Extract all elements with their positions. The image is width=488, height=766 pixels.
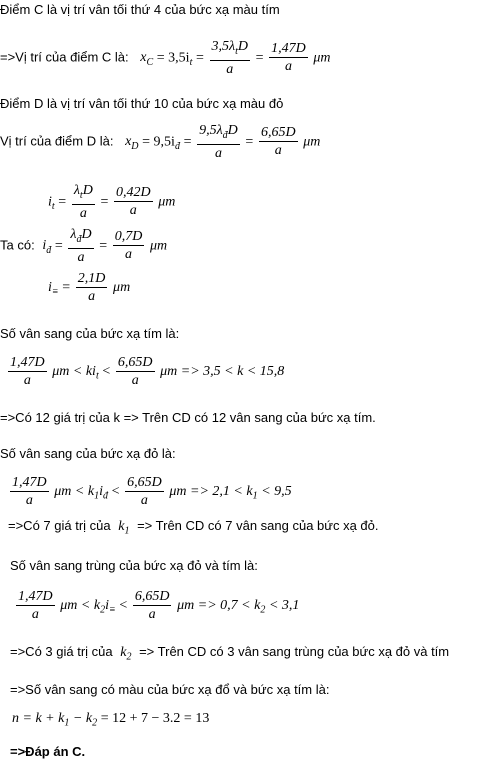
- id-frac-2: [113, 228, 145, 263]
- id-label: Ta có:: [0, 237, 35, 253]
- text-line-14: Số vân sang trùng của bức xạ đỏ và tím là:: [10, 558, 258, 573]
- xc-frac1-num: 3,5λ: [211, 39, 236, 54]
- ineq-do-mid: μm < k: [54, 483, 95, 499]
- ineq-do-rest2: < 9,5: [261, 483, 292, 499]
- formula-xd: Vị trí của điểm D là: $x_D = 9,5i_đ$ = $\frac{9,5\lambda_đD}{a}$ = $\frac{6,65D}{a}$ μm: [0, 123, 321, 161]
- text-line-13: [8, 518, 379, 537]
- answer-text: =>Đáp án C.: [10, 744, 86, 759]
- xd-frac1-num-sub: đ: [222, 129, 228, 141]
- ineq-tim-lt: <: [102, 363, 111, 379]
- n-a: n = k + k: [12, 711, 65, 726]
- ineq-tim-mid: μm < ki: [52, 363, 96, 379]
- xd-frac1-num: 9,5λ: [199, 123, 223, 138]
- id-lhs: i: [42, 238, 47, 254]
- ineq-tim-frac2-num: 6,65D: [117, 355, 153, 370]
- it-frac1-num: λ: [73, 183, 80, 198]
- xd-lhs: x: [125, 134, 132, 150]
- formula-xd-label: Vị trí của điểm D là:: [0, 133, 114, 149]
- ineq-trung-frac1-den: a: [31, 607, 39, 622]
- xc-frac-2: [269, 40, 308, 75]
- ineq-do-rest: μm => 2,1 < k: [169, 483, 253, 499]
- xc-unit: μm: [313, 50, 331, 66]
- ineq-do-frac-2: [125, 474, 164, 509]
- text-line-11: Số vân sang của bức xạ đỏ là:: [0, 446, 176, 461]
- itrung-lhs-sub: ≡: [51, 286, 59, 298]
- ineq-tim-rest: μm => 3,5 < k < 15,8: [160, 363, 285, 379]
- ineq-trung-frac2-den: a: [148, 607, 156, 622]
- n-c: = 12 + 7 − 3.2 = 13: [100, 711, 210, 726]
- xd-frac-2: [259, 124, 298, 159]
- ineq-do-mid2: i: [99, 483, 103, 499]
- it-frac-1: [72, 182, 95, 222]
- l13-b: => Trên CD có 7 vân sang của bức xạ đỏ.: [137, 518, 379, 533]
- l13-k-sub: 1: [124, 525, 130, 537]
- xd-frac2-num: 6,65D: [260, 125, 296, 141]
- xd-frac2-den: a: [274, 143, 282, 159]
- xc-lhs: x: [140, 50, 147, 66]
- id-frac-1: [68, 226, 93, 266]
- ineq-tim-frac-1: [8, 354, 47, 389]
- xd-eq1-sub: đ: [174, 140, 180, 152]
- ineq-trung-mid: μm < k: [60, 597, 101, 613]
- xc-frac-1: [210, 38, 250, 78]
- id-lhs-sub: đ: [46, 244, 52, 256]
- ineq-do-frac2-den: a: [140, 493, 148, 508]
- xc-eq1: = 3,5i: [156, 50, 190, 66]
- ineq-tim-mid-sub: t: [95, 370, 99, 382]
- xc-frac1-den: a: [226, 61, 234, 77]
- n-s1: 1: [64, 717, 70, 729]
- ineq-tim-frac-2: [116, 354, 155, 389]
- ineq-trung-frac1-num: 1,47D: [18, 589, 53, 604]
- ineq-do-frac1-den: a: [25, 493, 33, 508]
- text-line-16: [10, 644, 449, 663]
- ineq-trung-rest: μm => 0,7 < k: [177, 597, 261, 613]
- text-line-17: =>Số vân sang có màu của bức xạ đổ và bức xạ tím là:: [10, 682, 330, 697]
- id-frac1-num-d: D: [81, 227, 92, 242]
- it-frac1-num-sub: t: [79, 189, 83, 201]
- ineq-trung-rest2: < 3,1: [268, 597, 300, 613]
- l16-k: k: [120, 645, 127, 660]
- it-frac2-den: a: [129, 203, 137, 219]
- n-b: − k: [72, 711, 93, 726]
- ineq-tim: [6, 354, 284, 389]
- l13-k: k: [118, 519, 125, 534]
- formula-xc: =>Vị trí của điểm C là: $x_C = 3,5i_t$ = $\frac{3,5\lambda_tD}{a}$ = $\frac{1,47D}{a}$ μm: [0, 39, 331, 77]
- ineq-trung-mid-sub2: ≡: [108, 604, 116, 616]
- l16-b: => Trên CD có 3 vân sang trùng của bức xạ đỏ và tím: [139, 644, 450, 659]
- it-lhs-sub: t: [51, 200, 55, 212]
- itrung-frac-den: a: [88, 289, 96, 304]
- ineq-trung-lt: <: [119, 597, 128, 613]
- ineq-trung-mid2: i: [105, 597, 109, 613]
- it-lhs: i: [48, 194, 52, 210]
- itrung-lhs: i: [48, 279, 52, 295]
- id-frac2-num: 0,7D: [114, 229, 143, 245]
- xd-frac1-den: a: [214, 145, 222, 161]
- text-line-8: Số vân sang của bức xạ tím là:: [0, 326, 180, 341]
- id-frac1-den: a: [77, 249, 85, 265]
- xc-eq1-sub: t: [189, 56, 193, 68]
- n-s2: 2: [92, 717, 98, 729]
- xd-unit: μm: [303, 134, 321, 150]
- ineq-trung-frac2-num: 6,65D: [134, 589, 170, 604]
- itrung-unit: μm: [113, 279, 131, 295]
- ineq-do: [8, 474, 292, 509]
- ineq-trung-mid-sub1: 2: [100, 604, 106, 616]
- ineq-trung-frac-2: [133, 588, 172, 623]
- xc-lhs-sub: C: [146, 56, 154, 68]
- ineq-do-lt: <: [111, 483, 120, 499]
- xc-frac2-den: a: [284, 59, 292, 75]
- ineq-tim-frac1-num: 1,47D: [10, 355, 45, 370]
- ineq-trung: [14, 588, 299, 623]
- id-frac1-num: λ: [70, 227, 77, 242]
- xd-frac-1: [197, 122, 240, 162]
- text-line-10: =>Có 12 giá trị của k => Trên CD có 12 vân sang của bức xạ tím.: [0, 410, 376, 425]
- xd-frac1-num-d: D: [227, 123, 238, 138]
- xd-eq1: = 9,5i: [142, 134, 175, 150]
- id-frac1-num-sub: đ: [76, 233, 82, 245]
- it-frac-2: [114, 184, 153, 219]
- it-frac1-den: a: [79, 205, 87, 221]
- formula-it: $i_t$ = $\frac{\lambda_tD}{a}$ = $\frac{0,42D}{a}$ μm: [48, 183, 176, 221]
- l16-a: =>Có 3 giá trị của: [10, 644, 113, 659]
- xc-frac1-num-sub: t: [235, 45, 238, 57]
- ineq-do-frac1-num: 1,47D: [12, 475, 47, 490]
- xc-frac2-num: 1,47D: [271, 41, 306, 57]
- it-frac1-num-d: D: [82, 183, 93, 198]
- formula-n: [12, 710, 209, 729]
- itrung-frac-num: 2,1D: [77, 271, 106, 286]
- ineq-do-mid-sub2: đ: [102, 490, 108, 502]
- ineq-do-mid-sub1: 1: [94, 490, 100, 502]
- xc-frac1-num-d: D: [237, 39, 248, 54]
- id-unit: μm: [149, 238, 168, 254]
- ineq-do-rest-sub: 1: [252, 490, 258, 502]
- ineq-trung-rest-sub: 2: [260, 604, 266, 616]
- text-line-1: Điểm C là vị trí vân tối thứ 4 của bức xạ màu tím: [0, 2, 280, 17]
- formula-itrung: $i_\equiv$ = $\frac{2,1D}{a}$ μm: [48, 271, 131, 304]
- itrung-frac: [76, 270, 108, 305]
- it-frac2-num: 0,42D: [115, 185, 151, 201]
- ineq-do-frac2-num: 6,65D: [127, 475, 162, 490]
- xd-lhs-sub: D: [131, 140, 139, 152]
- text-line-3: Điểm D là vị trí vân tối thứ 10 của bức xạ màu đỏ: [0, 96, 284, 111]
- l16-k-sub: 2: [126, 651, 132, 663]
- formula-xc-label: =>Vị trí của điểm C là:: [0, 49, 129, 65]
- ineq-tim-frac2-den: a: [131, 373, 139, 388]
- ineq-do-frac-1: [10, 474, 49, 509]
- it-unit: μm: [158, 194, 176, 210]
- l13-a: =>Có 7 giá trị của: [8, 518, 111, 533]
- formula-id: Ta có: $i_đ$ = $\frac{\lambda_đD}{a}$ = $\frac{0,7D}{a}$ μm: [0, 227, 168, 265]
- id-frac2-den: a: [125, 247, 133, 263]
- ineq-trung-frac-1: [16, 588, 55, 623]
- ineq-tim-frac1-den: a: [23, 373, 31, 388]
